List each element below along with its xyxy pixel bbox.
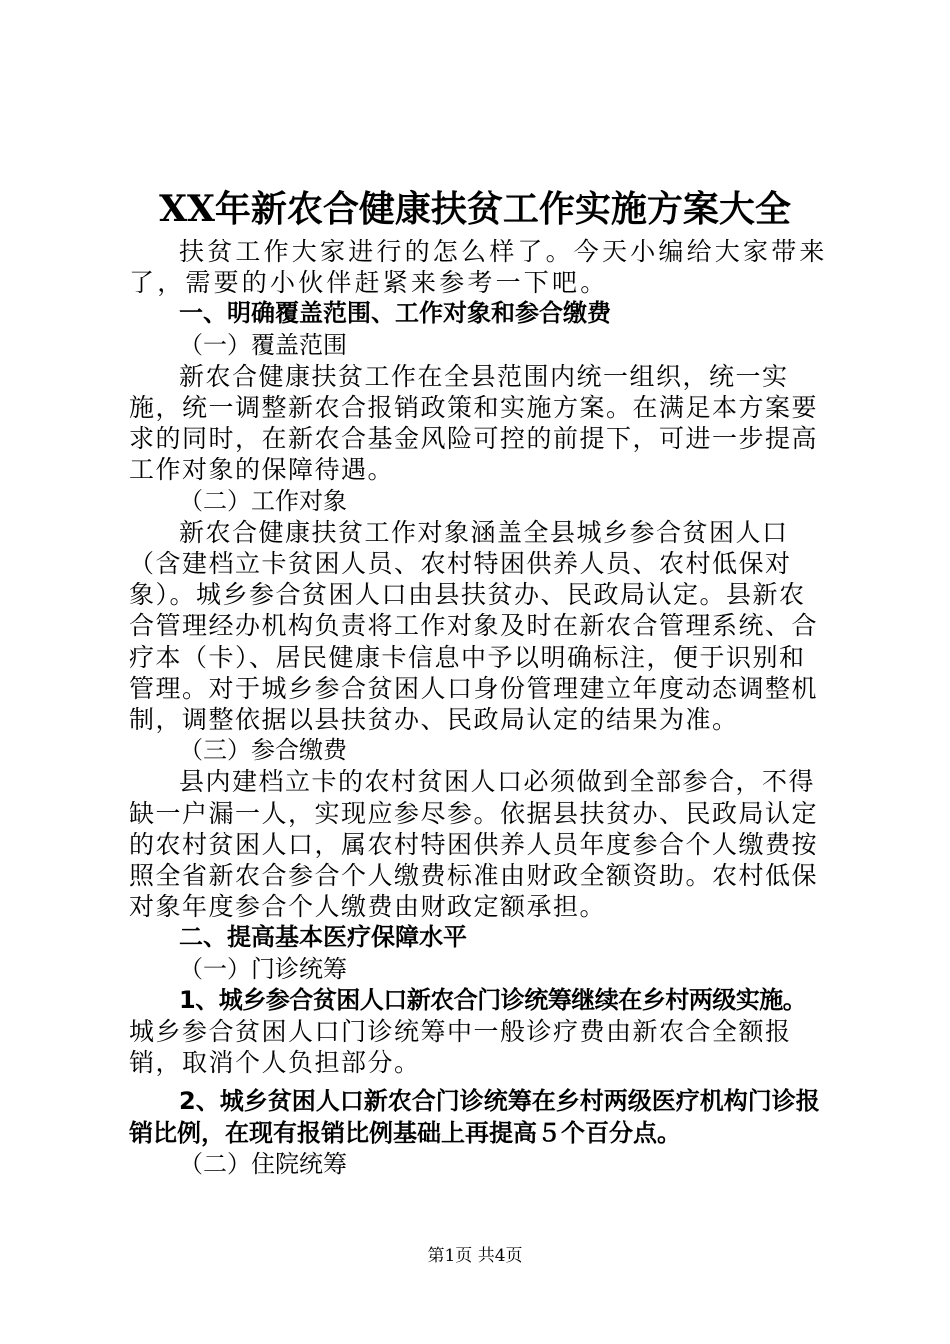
item-2-text: 2、城乡贫困人口新农合门诊统筹在乡村两级医疗机构门诊报销比例，在现有报销比例基础上再提高５个百分点。 [129,1087,820,1147]
subsection-1-3-heading: （三）参合缴费 [179,736,347,765]
section-1-heading: 一、明确覆盖范围、工作对象和参合缴费 [179,299,611,328]
item-1-heading: 1、城乡参合贫困人口新农合门诊统筹继续在乡村两级实施。 [179,985,807,1014]
intro-paragraph: 扶贫工作大家进行的怎么样了。今天小编给大家带来了，需要的小伙伴赶紧来参考一下吧。 [129,237,828,298]
subsection-1-3-text: 县内建档立卡的农村贫困人口必须做到全部参合，不得缺一户漏一人，实现应参尽参。依据县扶贫办、民政局认定的农村贫困人口，属农村特困供养人员年度参合个人缴费按照全省新农合参合个人缴费标准由财政全额资助。农村低保对象年度参合个人缴费由财政定额承担。 [129,767,819,922]
document-title: XX年新农合健康扶贫工作实施方案大全 [159,188,791,230]
subsection-1-1-text: 新农合健康扶贫工作在全县范围内统一组织，统一实施，统一调整新农合报销政策和实施方案。在满足本方案要求的同时，在新农合基金风险可控的前提下，可进一步提高工作对象的保障待遇。 [129,361,819,485]
document-body [129,236,829,1180]
item-1-text: 城乡参合贫困人口门诊统筹中一般诊疗费由新农合全额报销，取消个人负担部分。 [129,1017,792,1078]
subsection-1-1-heading: （一）覆盖范围 [179,330,347,359]
section-2-heading: 二、提高基本医疗保障水平 [179,923,467,952]
subsection-1-2-heading: （二）工作对象 [179,486,347,515]
subsection-1-2-text: 新农合健康扶贫工作对象涵盖全县城乡参合贫困人口（含建档立卡贫困人员、农村特困供养人员、农村低保对象）。城乡参合贫困人口由县扶贫办、民政局认定。县新农合管理经办机构负责将工作对象及时在新农合管理系统、合疗本（卡）、居民健康卡信息中予以明确标注，便于识别和管理。对于城乡参合贫困人口身份管理建立年度动态调整机制，调整依据以县扶贫办、民政局认定的结果为准。 [129,517,819,735]
subsection-2-1-heading: （一）门诊统筹 [179,954,347,983]
page-footer: 第1页 共4页 [427,1246,523,1266]
subsection-2-2-heading: （二）住院统筹 [179,1149,347,1178]
